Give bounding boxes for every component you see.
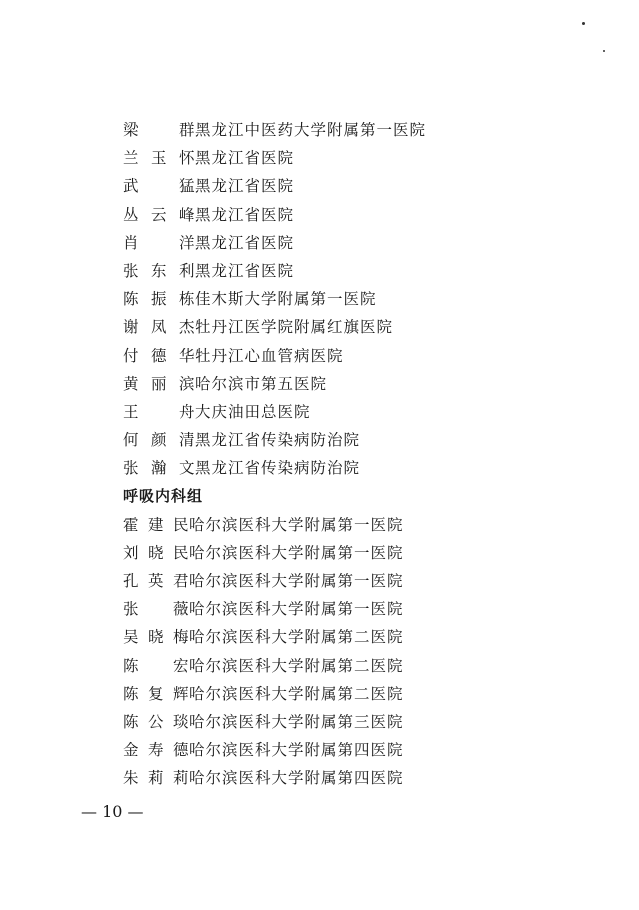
list-item (123, 116, 603, 144)
list-item (123, 285, 603, 313)
member-list (123, 116, 603, 793)
list-item (123, 652, 603, 680)
page-number: — 10 — (81, 802, 144, 821)
member-name: 丛云峰 (123, 205, 195, 224)
list-item (123, 398, 603, 426)
member-name: 王 舟 (123, 402, 195, 421)
member-name: 朱莉莉 (123, 769, 189, 788)
member-name: 霍建民 (123, 515, 189, 534)
member-name: 陈 宏 (123, 656, 189, 675)
list-item (123, 201, 603, 229)
member-org: 黑龙江省医院 (195, 233, 295, 252)
member-org: 哈尔滨医科大学附属第二医院 (189, 656, 404, 675)
member-name: 张东利 (123, 261, 195, 280)
member-org: 牡丹江心血管病医院 (195, 346, 344, 365)
member-org: 大庆油田总医院 (195, 402, 311, 421)
member-org: 哈尔滨医科大学附属第四医院 (189, 741, 404, 760)
member-name: 吴晓梅 (123, 628, 189, 647)
list-item (123, 736, 603, 764)
member-name: 陈复辉 (123, 684, 189, 703)
member-name: 付德华 (123, 346, 195, 365)
list-item (123, 257, 603, 285)
list-item (123, 342, 603, 370)
scan-speck (582, 22, 585, 25)
member-org: 黑龙江省医院 (195, 149, 295, 168)
list-item (123, 144, 603, 172)
member-org: 哈尔滨医科大学附属第一医院 (189, 572, 404, 590)
member-org: 佳木斯大学附属第一医院 (195, 290, 377, 309)
member-org: 黑龙江中医药大学附属第一医院 (195, 121, 427, 139)
member-org: 牡丹江医学院附属红旗医院 (195, 318, 394, 337)
member-org: 哈尔滨医科大学附属第一医院 (189, 515, 404, 534)
member-org: 黑龙江省医院 (195, 205, 295, 224)
member-org: 哈尔滨医科大学附属第一医院 (189, 600, 404, 619)
group-heading: 呼吸内科组 (123, 487, 204, 506)
member-org: 哈尔滨医科大学附属第一医院 (189, 543, 404, 562)
list-item (123, 426, 603, 454)
member-name: 张 薇 (123, 600, 189, 619)
member-name: 金寿德 (123, 741, 189, 760)
list-item (123, 680, 603, 708)
list-item (123, 623, 603, 651)
member-org: 哈尔滨医科大学附属第二医院 (189, 684, 404, 703)
list-item (123, 539, 603, 567)
member-org: 哈尔滨医科大学附属第二医院 (189, 628, 404, 647)
member-org: 哈尔滨医科大学附属第四医院 (189, 769, 404, 788)
list-item (123, 764, 603, 792)
member-org: 黑龙江省传染病防治院 (195, 459, 361, 478)
list-item (123, 454, 603, 482)
list-item (123, 370, 603, 398)
member-name: 陈振栋 (123, 290, 195, 309)
member-name: 何颜清 (123, 431, 195, 450)
member-org: 黑龙江省医院 (195, 177, 295, 196)
list-item (123, 172, 603, 200)
member-name: 刘晓民 (123, 543, 189, 562)
member-org: 哈尔滨市第五医院 (195, 374, 328, 393)
member-org: 黑龙江省医院 (195, 261, 295, 280)
member-name: 孔英君 (123, 572, 189, 590)
list-item (123, 511, 603, 539)
scan-speck (603, 50, 605, 52)
list-item (123, 567, 603, 595)
member-name: 陈公琰 (123, 712, 189, 731)
list-item (123, 595, 603, 623)
member-name: 谢凤杰 (123, 318, 195, 337)
member-org: 黑龙江省传染病防治院 (195, 431, 361, 450)
member-name: 武 猛 (123, 177, 195, 196)
list-item (123, 229, 603, 257)
member-name: 肖 洋 (123, 233, 195, 252)
member-org: 哈尔滨医科大学附属第三医院 (189, 712, 404, 731)
member-name: 张瀚文 (123, 459, 195, 478)
list-item (123, 708, 603, 736)
member-name: 兰玉怀 (123, 149, 195, 168)
member-name: 黄丽滨 (123, 374, 195, 393)
list-item (123, 313, 603, 341)
member-name: 梁 群 (123, 121, 195, 139)
